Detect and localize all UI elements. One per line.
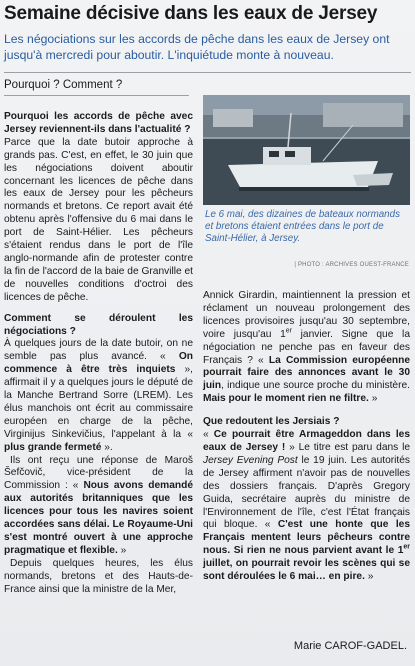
photo-credit: | PHOTO : ARCHIVES OUEST-FRANCE: [294, 262, 409, 268]
left-column: [4, 108, 193, 597]
question-heading: Comment se déroulent les négociations ?: [4, 312, 193, 337]
divider: [4, 95, 189, 96]
paragraph: À quelques jours de la date butoir, on ne semble pas plus avancé. « On commence à être très inquiets », affirmait il y a quelques jours le député de la Manche Bertrand Sorre (LREM). Les élus manchois ont écrit au commissaire européen en charge de la pêche, Virginijus Sinkevičius, l'appelant à la « plus grande fermeté ».: [4, 338, 193, 453]
question-heading: Que redoutent les Jersiais ?: [203, 416, 340, 428]
harbor-boats-photo: [203, 95, 410, 205]
paragraph: Depuis quelques heures, les élus normands, bretons et des Hauts-de-France ainsi que la ministre de la Mer,: [4, 557, 193, 595]
paragraph: Ils ont reçu une réponse de Maroš Šefčovič, vice-président de la Commission : « Nous avons demandé aux autorités britanniques que les licences pour tous les navires soient accordées sans délai. Le Royaume-Uni s'est montré ouvert à une approche pragmatique et flexible. »: [4, 454, 193, 556]
section-label: Pourquoi ? Comment ?: [4, 79, 123, 91]
photo-illustration: [203, 95, 410, 205]
article-headline: Semaine décisive dans les eaux de Jersey: [4, 3, 378, 24]
paragraph: « Ce pourrait être Armageddon dans les eaux de Jersey ! » Le titre est paru dans le Jersey Evening Post le 19 juin. Les autorités de Jersey affirment n'avoir pas de nouvelles des dossiers français. D'après Gregory Guida, secrétaire auprès du ministre de l'Environnement de l'île, c'est l'État français qui bloque. « C'est une honte que les Français mentent leurs pêcheurs contre nous. Si rien ne nous parvient avant le 1er juillet, on pourrait revoir les scènes qui se sont déroulées le 6 mai… en pire. »: [203, 429, 410, 583]
paragraph: Parce que la date butoir approche à grands pas. C'est, en effet, le 30 juin que les négociations doivent aboutir concernant les licences de pêche dans les eaux de Jersey pour les pêcheurs normands et bretons. Ce report avait été obtenu après l'offensive du 6 mai dans le port de Saint-Hélier. Les pêcheurs s'étaient rendus dans le port de l'île anglo-normande afin de protester contre la fin de l'accord de la baie de Granville et de nouvelles conditions d'octroi des licences de pêche.: [4, 136, 193, 303]
author-signature: Marie CAROF-GADEL.: [293, 640, 407, 652]
question-heading: Pourquoi les accords de pêche avec Jersey reviennent-ils dans l'actualité ?: [4, 111, 193, 135]
article-deck: Les négociations sur les accords de pêche dans les eaux de Jersey ont jusqu'à mercredi pour aboutir. L'inquiétude monte à nouveau.: [4, 32, 390, 62]
right-column: [203, 290, 410, 584]
paragraph: Annick Girardin, maintiennent la pression et réclament un nouveau prolongement des licences provisoires jusqu'au 30 septembre, voire jusqu'au 1er janvier. Signe que la négociation ne penche pas en faveur des Français ? « La Commission européenne pourrait faire des annonces avant le 30 juin, indique une source proche du ministère. Mais pour le moment rien ne filtre. »: [203, 290, 410, 405]
divider: [4, 72, 411, 73]
photo-caption: Le 6 mai, des dizaines de bateaux normands et bretons étaient entrées dans le port de Saint-Hélier, à Jersey.: [205, 209, 400, 244]
